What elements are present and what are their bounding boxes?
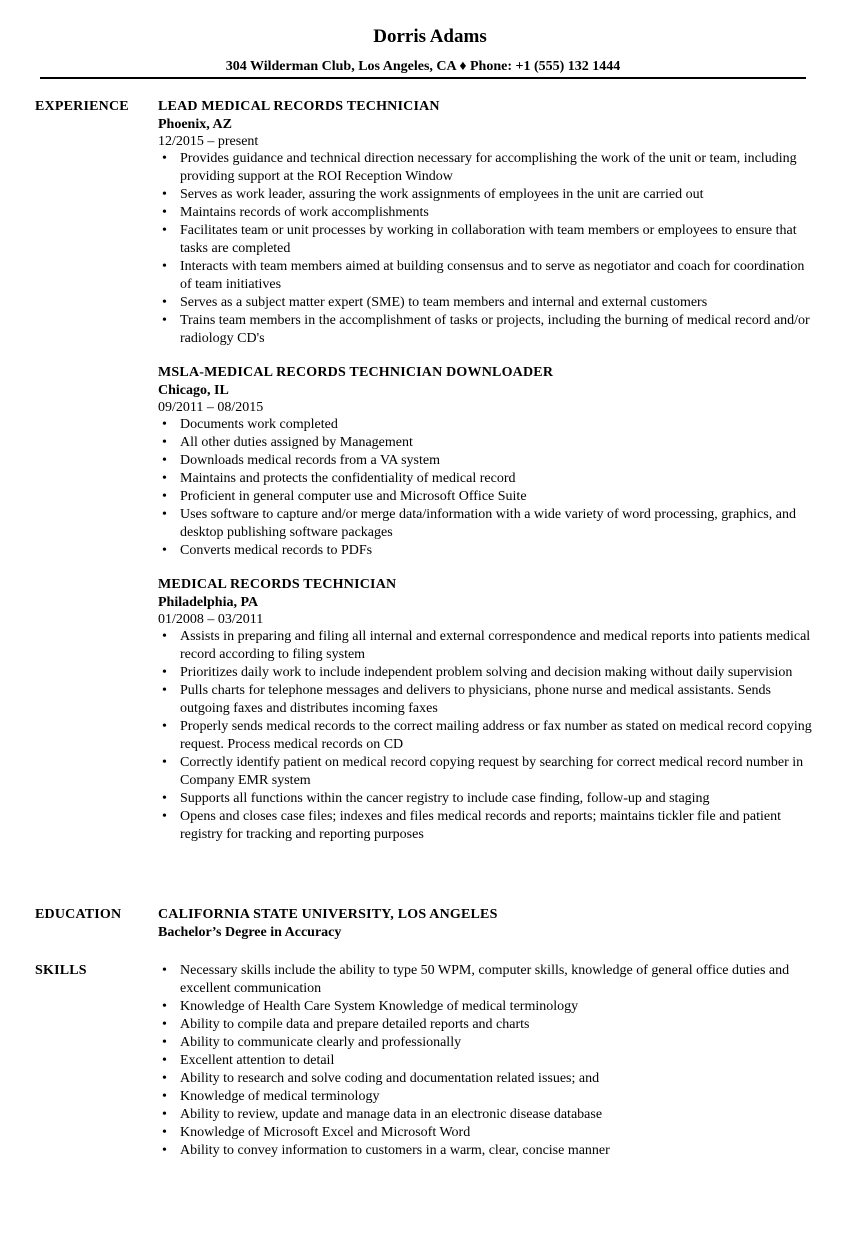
list-item: • Ability to compile data and prepare detailed reports and charts (158, 1016, 814, 1034)
list-item: • Ability to communicate clearly and professionally (158, 1034, 814, 1052)
list-item: • Documents work completed (158, 416, 814, 434)
list-item: • Maintains records of work accomplishments (158, 204, 814, 222)
list-item: • Excellent attention to detail (158, 1052, 814, 1070)
job-location: Phoenix, AZ (158, 117, 232, 132)
skills-list (158, 962, 814, 1160)
list-item: • Maintains and protects the confidentiality of medical record (158, 470, 814, 488)
job-title: MEDICAL RECORDS TECHNICIAN (158, 577, 397, 592)
section-label-education: EDUCATION (35, 907, 122, 922)
list-item: • Proficient in general computer use and Microsoft Office Suite (158, 488, 814, 506)
list-item: • Serves as a subject matter expert (SME) to team members and internal and external customers (158, 294, 814, 312)
job-title: MSLA-MEDICAL RECORDS TECHNICIAN DOWNLOADER (158, 365, 554, 380)
degree: Bachelor’s Degree in Accuracy (158, 925, 342, 940)
list-item: • All other duties assigned by Management (158, 434, 814, 452)
education-body (158, 906, 814, 942)
list-item: • Supports all functions within the cancer registry to include case finding, follow-up and staging (158, 790, 814, 808)
job-dates: 01/2008 – 03/2011 (158, 612, 264, 627)
job-entry (158, 576, 814, 844)
candidate-name: Dorris Adams (373, 26, 487, 47)
experience-body (158, 98, 814, 860)
list-item: • Prioritizes daily work to include independent problem solving and decision making without daily supervision (158, 664, 814, 682)
job-location: Chicago, IL (158, 383, 229, 398)
job-location: Philadelphia, PA (158, 595, 259, 610)
section-label-experience: EXPERIENCE (35, 99, 129, 114)
list-item: • Ability to review, update and manage data in an electronic disease database (158, 1106, 814, 1124)
list-item: • Ability to research and solve coding and documentation related issues; and (158, 1070, 814, 1088)
job-title: LEAD MEDICAL RECORDS TECHNICIAN (158, 99, 440, 114)
skills-body (158, 962, 814, 1160)
list-item: • Provides guidance and technical direction necessary for accomplishing the work of the unit or team, including providing support at the ROI Reception Window (158, 150, 814, 186)
list-item: • Opens and closes case files; indexes and files medical records and reports; maintains tickler file and patient registry for tracking and reporting purposes (158, 808, 814, 844)
list-item: • Properly sends medical records to the correct mailing address or fax number as stated on medical record copying request. Process medical records on CD (158, 718, 814, 754)
list-item: • Knowledge of Health Care System Knowledge of medical terminology (158, 998, 814, 1016)
job-entry (158, 98, 814, 348)
job-duties-list (158, 628, 814, 844)
list-item: • Knowledge of medical terminology (158, 1088, 814, 1106)
list-item: • Necessary skills include the ability to type 50 WPM, computer skills, knowledge of general office duties and excellent communication (158, 962, 814, 998)
header-divider (40, 77, 806, 79)
job-duties-list (158, 150, 814, 348)
list-item: • Uses software to capture and/or merge data/information with a wide variety of word processing, graphics, and desktop publishing software packages (158, 506, 814, 542)
list-item: • Facilitates team or unit processes by working in collaboration with team members or employees to ensure that tasks are completed (158, 222, 814, 258)
list-item: • Trains team members in the accomplishment of tasks or projects, including the burning of medical record and/or radiology CD's (158, 312, 814, 348)
list-item: • Assists in preparing and filing all internal and external correspondence and medical reports into patients medical record according to filing system (158, 628, 814, 664)
list-item: • Interacts with team members aimed at building consensus and to serve as negotiator and coach for coordination of team initiatives (158, 258, 814, 294)
list-item: • Knowledge of Microsoft Excel and Microsoft Word (158, 1124, 814, 1142)
list-item: • Pulls charts for telephone messages and delivers to physicians, phone nurse and medical assistants. Sends outgoing faxes and distributes incoming faxes (158, 682, 814, 718)
list-item: • Downloads medical records from a VA system (158, 452, 814, 470)
school-name: CALIFORNIA STATE UNIVERSITY, LOS ANGELES (158, 907, 498, 922)
job-entry (158, 364, 814, 560)
job-dates: 09/2011 – 08/2015 (158, 400, 264, 415)
list-item: • Correctly identify patient on medical record copying request by searching for correct medical record number in Company EMR system (158, 754, 814, 790)
list-item: • Serves as work leader, assuring the work assignments of employees in the unit are carried out (158, 186, 814, 204)
job-dates: 12/2015 – present (158, 134, 259, 149)
job-duties-list (158, 416, 814, 560)
contact-line: 304 Wilderman Club, Los Angeles, CA ♦ Phone: +1 (555) 132 1444 (225, 59, 621, 74)
list-item: • Ability to convey information to customers in a warm, clear, concise manner (158, 1142, 814, 1160)
list-item: • Converts medical records to PDFs (158, 542, 814, 560)
section-label-skills: SKILLS (35, 963, 87, 978)
